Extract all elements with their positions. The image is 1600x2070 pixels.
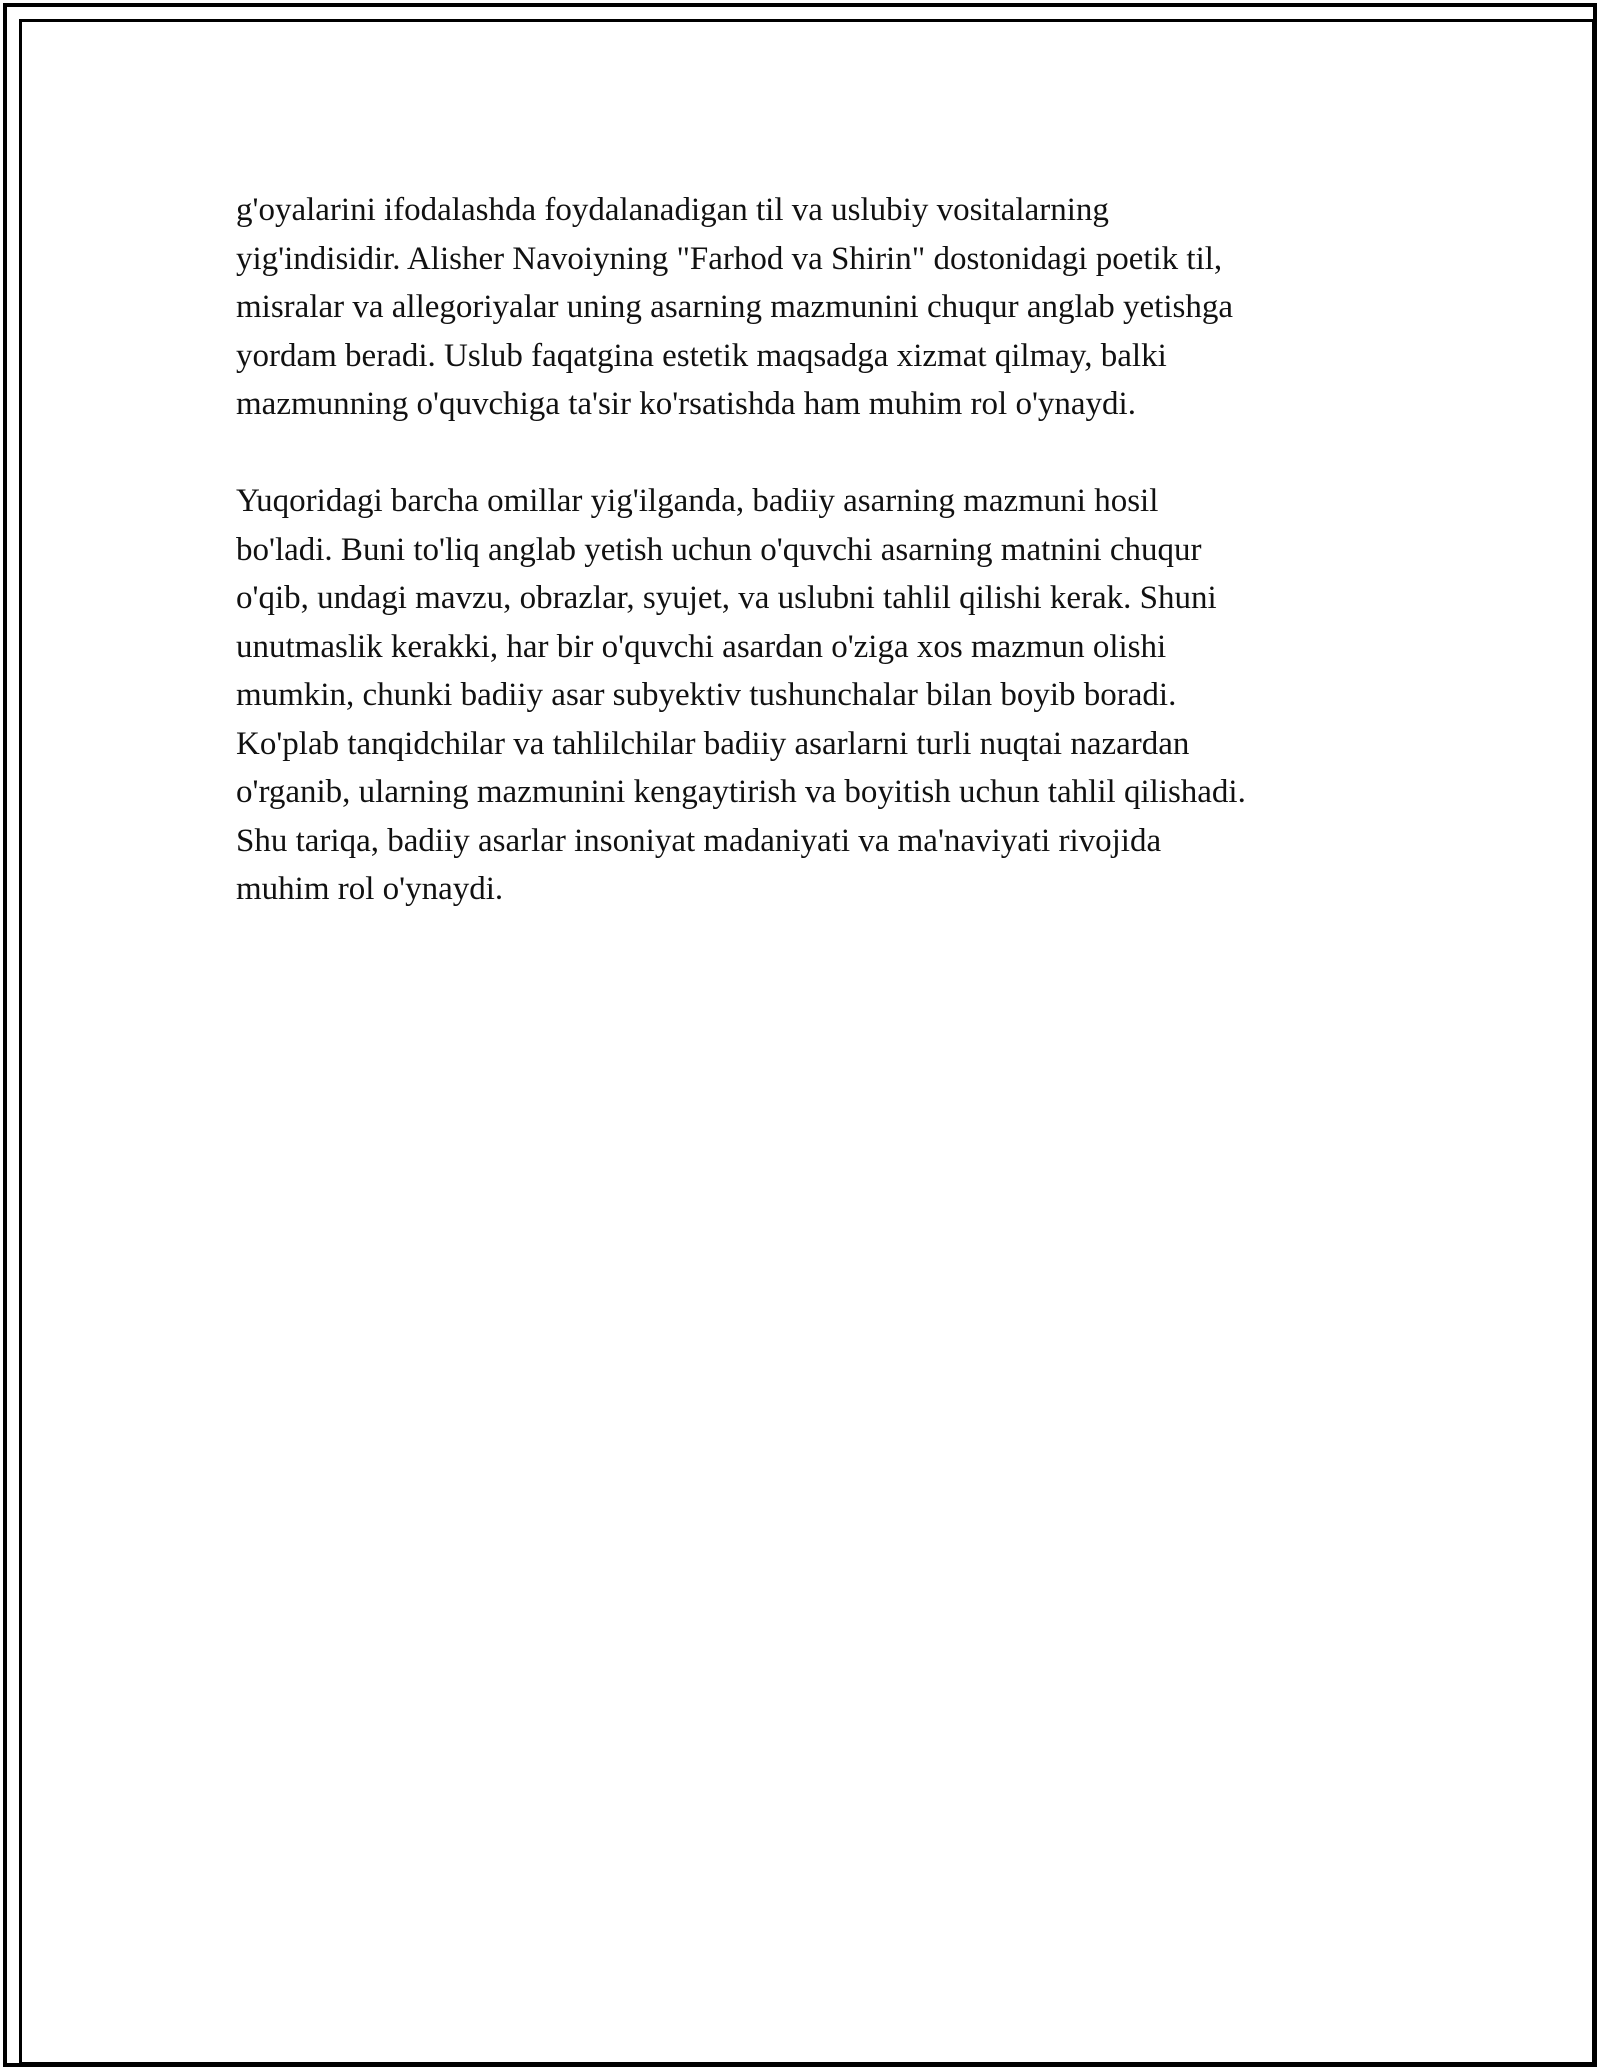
paragraph-2: [236, 477, 1416, 914]
paragraph-spacer: [236, 429, 1416, 478]
text-line: unutmaslik kerakki, har bir o'quvchi asardan o'ziga xos mazmun olishi: [236, 628, 1167, 665]
text-line: misralar va allegoriyalar uning asarning mazmunini chuqur anglab yetishga: [236, 289, 1234, 325]
text-line: yordam beradi. Uslub faqatgina estetik maqsadga xizmat qilmay, balki: [236, 337, 1167, 374]
text-line: Shu tariqa, badiiy asarlar insoniyat madaniyati va ma'naviyati rivojida: [236, 822, 1162, 859]
document-body: [236, 186, 1416, 914]
text-line: g'oyalarini ifodalashda foydalanadigan til va uslubiy vositalarning: [236, 192, 1109, 228]
paragraph-1: [236, 186, 1416, 429]
text-line: yig'indisidir. Alisher Navoiyning "Farhod va Shirin" dostonidagi poetik til,: [236, 240, 1223, 277]
text-line: mumkin, chunki badiiy asar subyektiv tushunchalar bilan boyib boradi.: [236, 677, 1177, 713]
text-line: mazmunning o'quvchiga ta'sir ko'rsatishda ham muhim rol o'ynaydi.: [236, 386, 1136, 422]
text-line: o'rganib, ularning mazmunini kengaytirish va boyitish uchun tahlil qilishadi.: [236, 774, 1246, 810]
text-line: muhim rol o'ynaydi.: [236, 871, 504, 907]
text-line: bo'ladi. Buni to'liq anglab yetish uchun o'quvchi asarning matnini chuqur: [236, 531, 1202, 568]
text-line: Ko'plab tanqidchilar va tahlilchilar badiiy asarlarni turli nuqtai nazardan: [236, 725, 1190, 762]
text-line: o'qib, undagi mavzu, obrazlar, syujet, va uslubni tahlil qilishi kerak. Shuni: [236, 580, 1217, 616]
text-line: Yuqoridagi barcha omillar yig'ilganda, badiiy asarning mazmuni hosil: [236, 483, 1159, 519]
